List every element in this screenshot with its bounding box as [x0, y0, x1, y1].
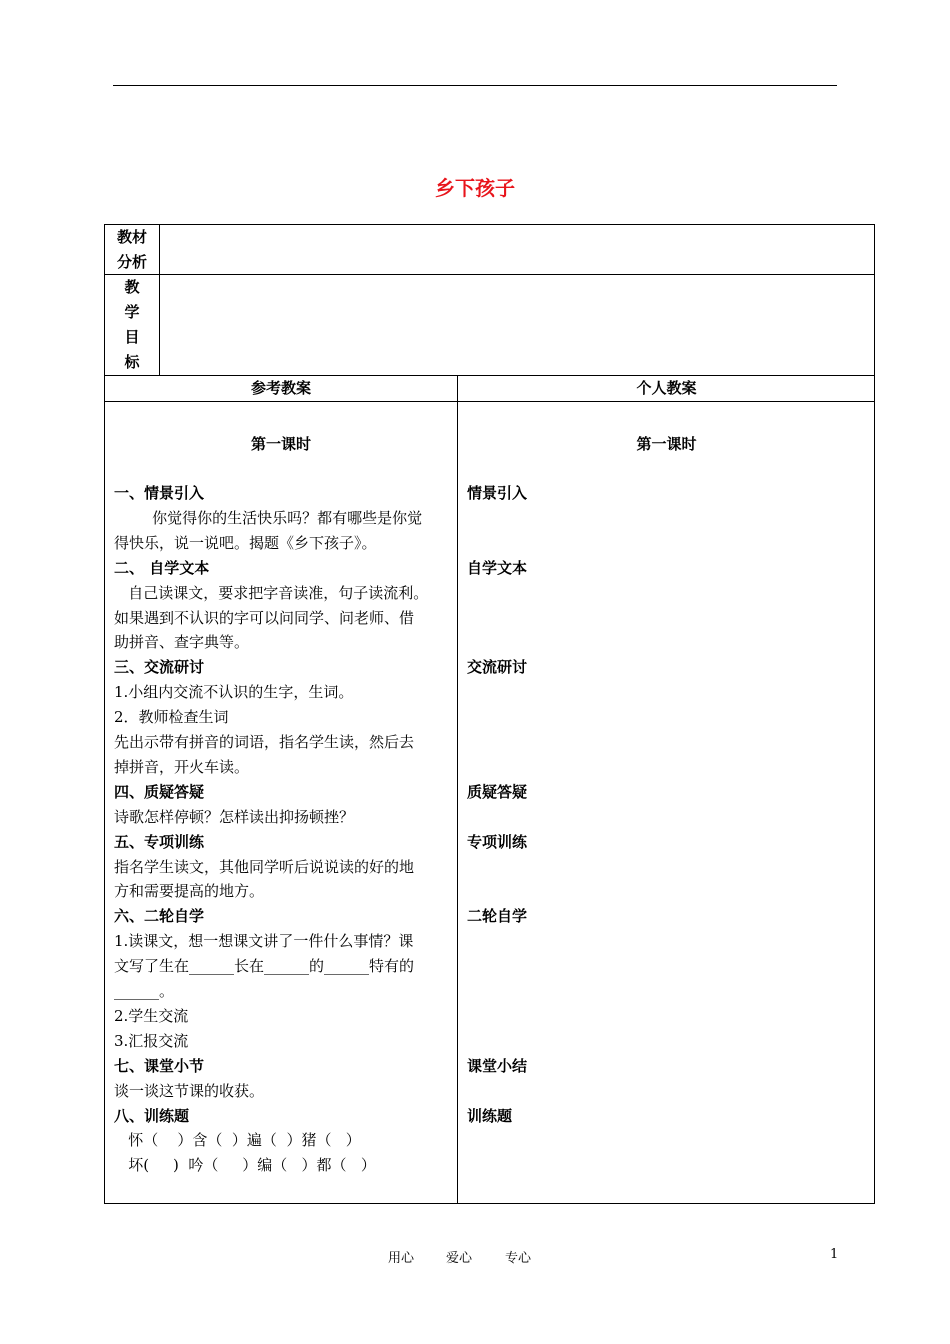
footer-motto-1: 用心 [388, 1251, 415, 1266]
left-line: 坏( ) 吟（ ）编（ ）都（ ） [114, 1156, 376, 1174]
left-line: 谈一谈这节课的收获。 [114, 1082, 265, 1100]
left-session-title: 第一课时 [250, 435, 311, 453]
right-item: 质疑答疑 [467, 783, 528, 801]
right-item: 课堂小结 [467, 1057, 528, 1075]
analysis-label: 教材 分析 [116, 228, 147, 271]
document-title: 乡下孩子 [435, 176, 515, 200]
right-item: 交流研讨 [467, 658, 528, 676]
left-line: 一、情景引入 [114, 484, 205, 502]
right-item: 情景引入 [467, 484, 528, 502]
left-line: 指名学生读文，其他同学听后说说读的好的地 [114, 858, 415, 876]
analysis-row [104, 224, 875, 275]
left-line: 你觉得你的生活快乐吗？都有哪些是你觉 [114, 509, 423, 527]
left-column-header: 参考教案 [250, 379, 311, 397]
left-line: 四、质疑答疑 [114, 783, 205, 801]
left-line: 自己读课文，要求把字音读准，句子读流利。 [114, 584, 429, 602]
left-line: ______。 [114, 982, 175, 1000]
left-line: 3.汇报交流 [114, 1032, 189, 1050]
left-line: 文写了生在______长在______的______特有的 [114, 957, 415, 975]
left-line: 六、二轮自学 [114, 907, 205, 925]
right-item: 专项训练 [467, 833, 528, 851]
goals-label: 教 学 目 标 [124, 278, 140, 371]
right-column-header: 个人教案 [636, 379, 697, 397]
left-line: 1.小组内交流不认识的生字，生词。 [114, 683, 354, 701]
left-line: 二、 自学文本 [114, 559, 210, 577]
left-line: 如果遇到不认识的字可以问同学、问老师、借 [114, 609, 415, 627]
left-line: 先出示带有拼音的词语，指名学生读，然后去 [114, 733, 415, 751]
left-line: 掉拼音，开火车读。 [114, 758, 250, 776]
footer-motto-2: 爱心 [446, 1251, 473, 1266]
right-item: 二轮自学 [467, 907, 528, 925]
left-line: 三、交流研讨 [114, 658, 205, 676]
page-number: 1 [830, 1247, 839, 1262]
right-session-title: 第一课时 [636, 435, 697, 453]
left-line: 2．教师检查生词 [114, 708, 229, 726]
left-line: 怀（ ）含（ ）遍（ ）猪（ ） [114, 1131, 361, 1149]
left-line: 1.读课文，想一想课文讲了一件什么事情？课 [114, 932, 414, 950]
header-rule [113, 85, 837, 86]
left-line: 诗歌怎样停顿？怎样读出抑扬顿挫？ [114, 808, 355, 826]
left-line: 五、专项训练 [114, 833, 205, 851]
goals-row [104, 274, 875, 376]
right-item: 训练题 [467, 1107, 513, 1125]
left-line: 七、课堂小节 [114, 1057, 205, 1075]
left-line: 得快乐，说一说吧。揭题《乡下孩子》。 [114, 534, 377, 552]
left-line: 助拼音、查字典等。 [114, 633, 250, 651]
left-line: 八、训练题 [114, 1107, 190, 1125]
right-item: 自学文本 [467, 559, 528, 577]
left-line: 2.学生交流 [114, 1007, 189, 1025]
footer-motto-3: 专心 [505, 1251, 532, 1266]
left-line: 方和需要提高的地方。 [114, 882, 265, 900]
